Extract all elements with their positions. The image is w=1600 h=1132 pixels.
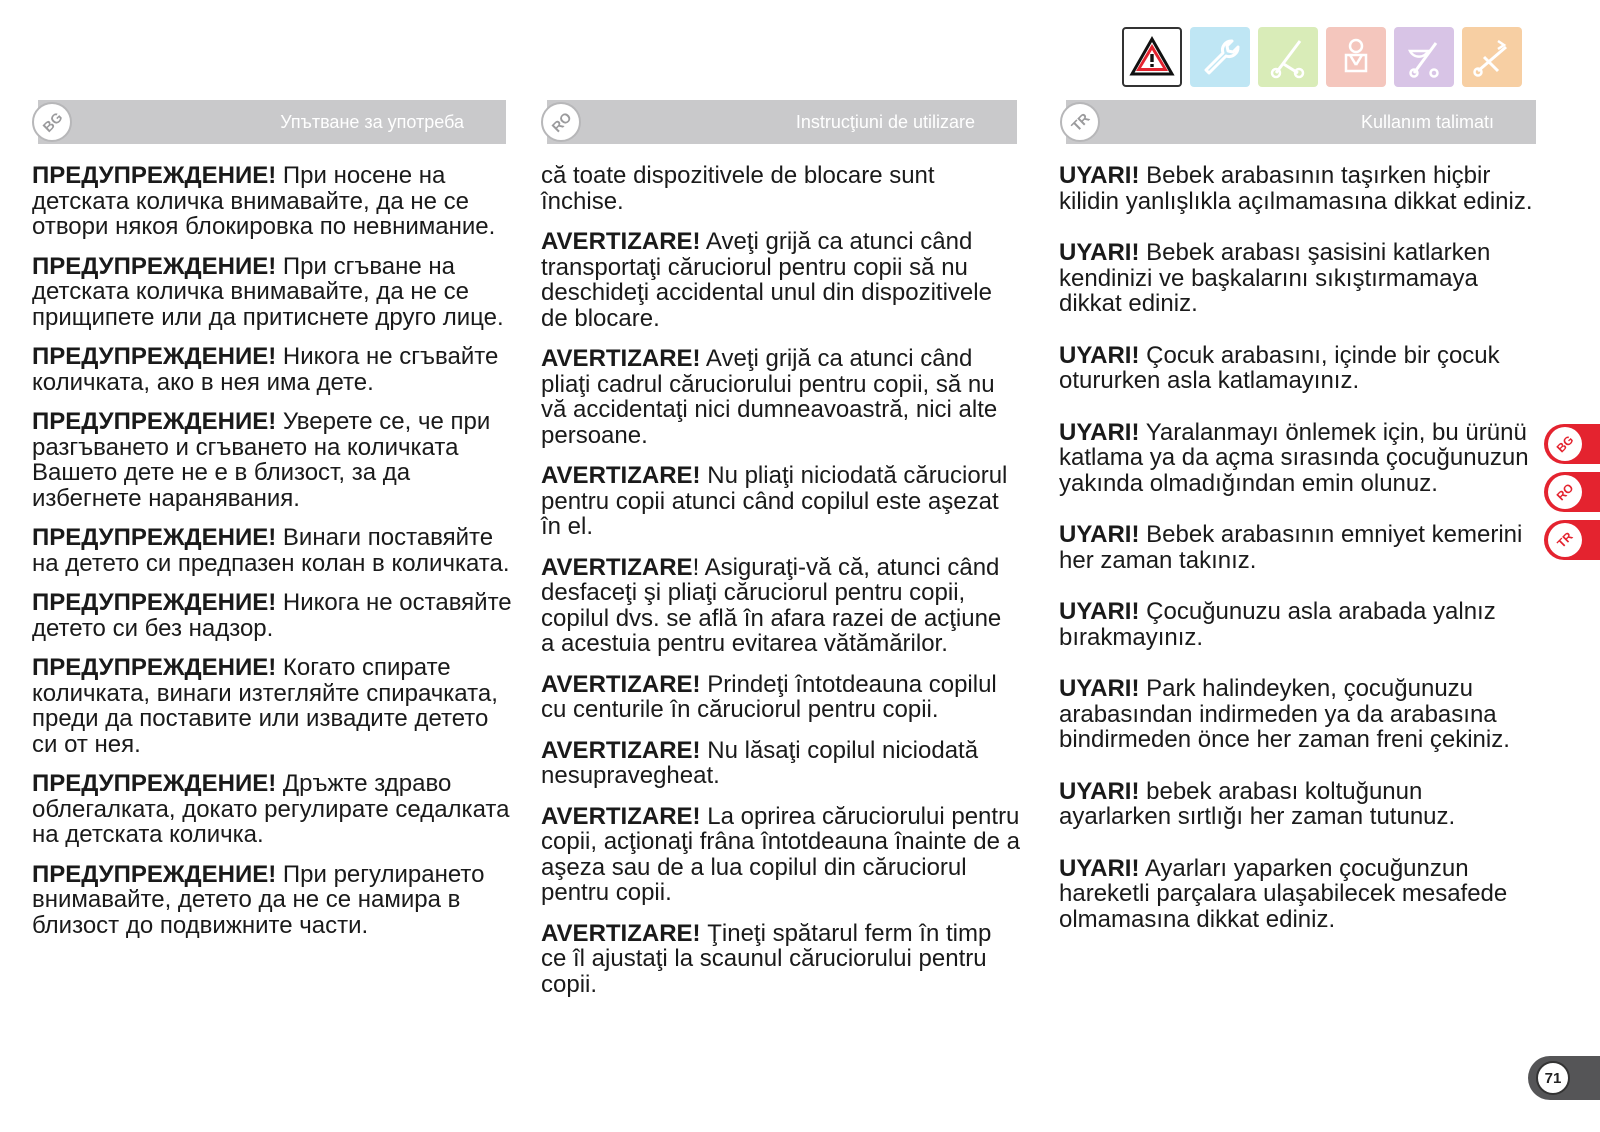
warning-paragraph: ПРЕДУПРЕЖДЕНИЕ! Уверете се, че при разгъването и сгъването на количката Вашето дете не е в близост, за да избегнете наранявания. xyxy=(32,408,491,512)
header-ro xyxy=(547,100,1017,144)
warning-paragraph: AVERTIZARE! Aveţi grijă ca atunci când pliaţi cadrul căruciorului pentru copii, să nu vă accidentaţi nici dumneavoastră, nici alte persoane. xyxy=(541,345,998,449)
warning-paragraph: AVERTIZARE! Aveţi grijă ca atunci când transportaţi căruciorul pentru copii să nu deschideţi accidental unul din dispozitivele de blocare. xyxy=(541,228,992,332)
wrench-icon xyxy=(1190,27,1250,87)
stroller-frame-icon xyxy=(1258,27,1318,87)
warning-paragraph: ПРЕДУПРЕЖДЕНИЕ! При носене на детската количка внимавайте, да не се отвори някоя блокировка по невнимание. xyxy=(32,162,496,240)
warning-paragraph: UYARI! bebek arabası koltuğunun ayarlarken sırtlığı her zaman tutunuz. xyxy=(1059,777,1456,830)
side-tab-bg-badge: BG xyxy=(1548,427,1582,461)
header-bg xyxy=(38,100,506,144)
warning-paragraph: ПРЕДУПРЕЖДЕНИЕ! При сгъване на детската количка внимавайте, да не се прищипете или да притиснете друго лице. xyxy=(32,252,504,331)
warning-paragraph: ПРЕДУПРЕЖДЕНИЕ! Никога не сгъвайте количката, ако в нея има дете. xyxy=(32,343,499,396)
side-tab-tr[interactable] xyxy=(1544,520,1600,560)
language-badge-tr: TR xyxy=(1060,102,1100,142)
warning-paragraph: UYARI! Bebek arabasının emniyet kemerini her zaman takınız. xyxy=(1059,521,1523,574)
side-tab-ro[interactable] xyxy=(1544,472,1600,512)
warning-paragraph: AVERTIZARE! Nu lăsaţi copilul niciodată nesupravegheat. xyxy=(541,736,979,789)
baby-harness-icon xyxy=(1326,27,1386,87)
warning-paragraph: UYARI! Yaralanmayı önlemek için, bu ürünü katlama ya da açma sırasında çocuğunuzun yakında olmadığından emin olunuz. xyxy=(1059,418,1529,497)
warning-paragraph: AVERTIZARE! La oprirea căruciorului pentru copii, acţionaţi frâna întotdeauna înainte de a aşeza sau de a lua copilul din căruciorul pentru copii. xyxy=(541,802,1021,906)
warning-paragraph: UYARI! Ayarları yaparken çocuğunzun hareketli parçalara ulaşabilecek mesafede olmamasına dikkat ediniz. xyxy=(1059,854,1508,933)
warning-paragraph: că toate dispozitivele de blocare sunt închise. xyxy=(541,162,935,215)
section-icon-strip xyxy=(1122,27,1522,87)
warning-paragraph: AVERTIZARE! Prindeţi întotdeauna copilul cu centurile în căruciorul pentru copii. xyxy=(541,670,997,723)
warning-triangle-icon xyxy=(1122,27,1182,87)
warning-paragraph: UYARI! Bebek arabasının taşırken hiçbir kilidin yanlışlıkla açılmamasına dikkat ediniz. xyxy=(1059,162,1533,215)
warning-paragraph: ПРЕДУПРЕЖДЕНИЕ! Когато спирате количката, винаги изтегляйте спирачката, преди да поставите или извадите детето си от нея. xyxy=(32,654,498,758)
header-title-tr: Kullanım talimatı xyxy=(1360,112,1494,132)
language-badge-ro: RO xyxy=(541,102,581,142)
column-tr xyxy=(1059,163,1539,958)
warning-paragraph: ПРЕДУПРЕЖДЕНИЕ! При регулирането внимавайте, детето да не се намира в близост до подвижните части. xyxy=(32,860,485,939)
warning-paragraph: UYARI! Bebek arabası şasisini katlarken kendinizi ve başkalarını sıkıştırmamaya dikkat ediniz. xyxy=(1059,239,1491,317)
side-tab-bg[interactable] xyxy=(1544,424,1600,464)
header-title-bg: Упътване за употреба xyxy=(280,112,464,132)
page-number: 71 xyxy=(1536,1061,1570,1095)
side-tab-ro-badge: RO xyxy=(1548,475,1582,509)
folding-stroller-icon xyxy=(1462,27,1522,87)
warning-paragraph: AVERTIZARE! Nu pliaţi niciodată căruciorul pentru copii atunci când copilul este aşezat în el. xyxy=(541,462,1008,540)
warning-paragraph: ПРЕДУПРЕЖДЕНИЕ! Дръжте здраво облегалката, докато регулирате седалката на детската количка. xyxy=(32,770,510,848)
warning-paragraph: AVERTIZARE! Ţineţi spătarul ferm în timp ce îl ajustaţi la scaunul căruciorului pentru copii. xyxy=(541,919,992,998)
column-bg xyxy=(32,163,517,952)
warning-paragraph: AVERTIZARE! Asiguraţi-vă că, atunci când desfaceţi şi pliaţi căruciorul pentru copii, copilul dvs. se află în afara razei de acţiune a acestuia pentru evitarea vătămărilor. xyxy=(541,553,1002,657)
column-ro xyxy=(541,163,1021,1012)
side-tab-tr-badge: TR xyxy=(1548,523,1582,557)
header-tr xyxy=(1066,100,1536,144)
header-title-ro: Instrucţiuni de utilizare xyxy=(795,112,975,132)
warning-paragraph: ПРЕДУПРЕЖДЕНИЕ! Никога не оставяйте детето си без надзор. xyxy=(32,589,512,642)
warning-paragraph: UYARI! Çocuk arabasını, içinde bir çocuk otururken asla katlamayınız. xyxy=(1059,341,1500,394)
warning-paragraph: ПРЕДУПРЕЖДЕНИЕ! Винаги поставяйте на детето си предпазен колан в количката. xyxy=(32,524,510,577)
stroller-accessories-icon xyxy=(1394,27,1454,87)
language-badge-bg: BG xyxy=(32,102,72,142)
warning-paragraph: UYARI! Çocuğunuzu asla arabada yalnız bırakmayınız. xyxy=(1059,598,1496,651)
warning-paragraph: UYARI! Park halindeyken, çocuğunuzu arabasından indirmeden ya da arabasına bindirmeden önce her zaman freni çekiniz. xyxy=(1059,675,1510,753)
